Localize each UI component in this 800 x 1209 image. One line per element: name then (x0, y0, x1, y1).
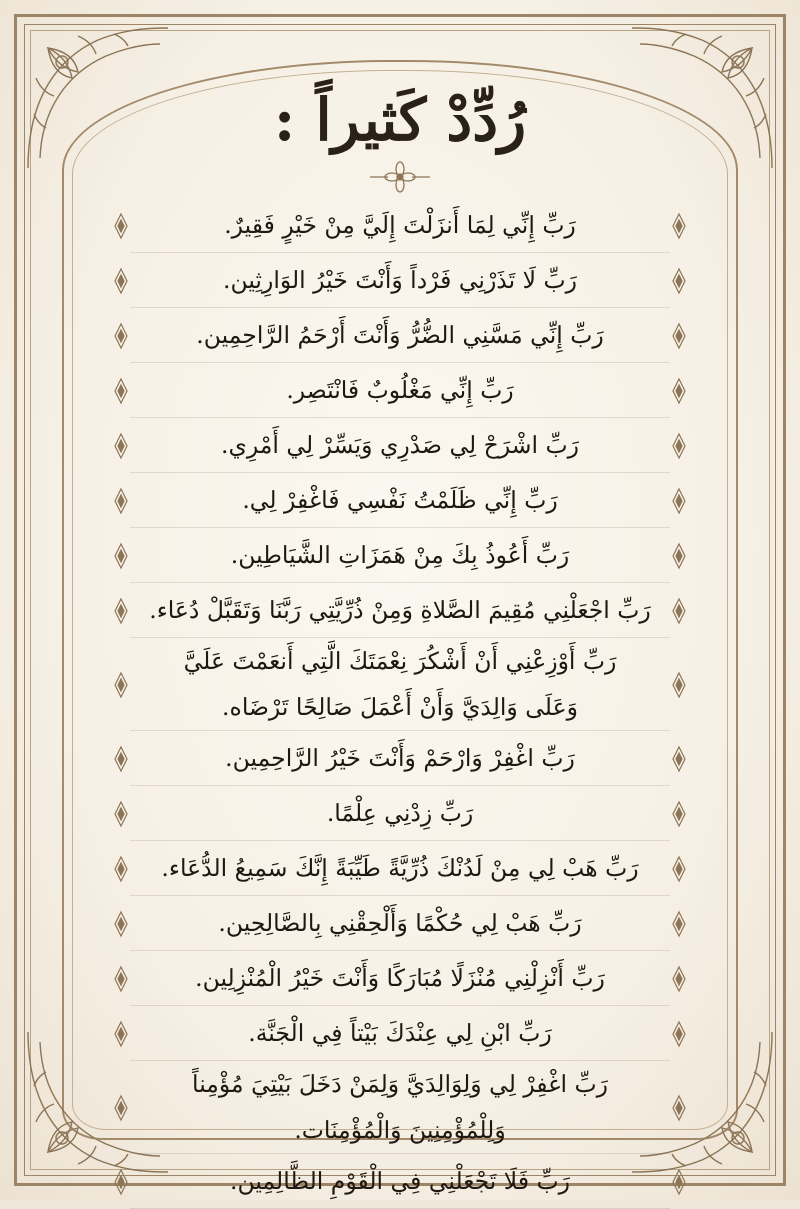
dua-list (112, 198, 688, 1209)
diamond-bullet-icon (670, 745, 688, 773)
diamond-bullet-icon (670, 377, 688, 405)
dua-text: رَبِّ إِنِّي مَسَّنِي الضُّرُّ وَأَنْتَ أَرْحَمُ الرَّاحِمِين. (130, 308, 670, 363)
diamond-bullet-icon (112, 800, 130, 828)
diamond-bullet-icon (112, 542, 130, 570)
dua-line (112, 1061, 688, 1154)
diamond-bullet-icon (670, 432, 688, 460)
dua-line (112, 896, 688, 951)
page-title: رُدِّدْ كَثيراً : (273, 86, 527, 154)
diamond-bullet-icon (670, 965, 688, 993)
diamond-bullet-icon (670, 212, 688, 240)
diamond-bullet-icon (112, 671, 130, 699)
diamond-bullet-icon (112, 267, 130, 295)
diamond-bullet-icon (670, 855, 688, 883)
diamond-bullet-icon (112, 322, 130, 350)
diamond-bullet-icon (112, 855, 130, 883)
dua-text-part: وَلِلْمُؤْمِنِينَ وَالْمُؤْمِنَات. (294, 1116, 506, 1144)
diamond-bullet-icon (112, 597, 130, 625)
dua-text: رَبِّ اغْفِرْ وَارْحَمْ وَأَنْتَ خَيْرُ الرَّاحِمِين. (130, 731, 670, 786)
dua-line (112, 951, 688, 1006)
dua-text: رَبِّ اجْعَلْنِي مُقِيمَ الصَّلاةِ وَمِنْ ذُرِّيَّتِي رَبَّنَا وَتَقَبَّلْ دُعَاء. (130, 583, 670, 638)
dua-line (112, 583, 688, 638)
dua-text-part: وَعَلَى وَالِدَيَّ وَأَنْ أَعْمَلَ صَالِحًا تَرْضَاه. (222, 693, 578, 721)
diamond-bullet-icon (670, 910, 688, 938)
dua-text (130, 1061, 670, 1154)
diamond-bullet-icon (670, 671, 688, 699)
dua-text: رَبِّ اشْرَحْ لِي صَدْرِي وَيَسِّرْ لِي أَمْرِي. (130, 418, 670, 473)
diamond-bullet-icon (112, 910, 130, 938)
diamond-bullet-icon (112, 432, 130, 460)
dua-line (112, 638, 688, 731)
diamond-bullet-icon (112, 1168, 130, 1196)
diamond-bullet-icon (670, 1094, 688, 1122)
dua-line (112, 1154, 688, 1209)
dua-text (130, 638, 670, 731)
dua-line (112, 1006, 688, 1061)
dua-text: رَبِّ إِنِّي لِمَا أَنزَلْتَ إِلَيَّ مِنْ خَيْرٍ فَقِيرٌ. (130, 198, 670, 253)
diamond-bullet-icon (112, 1020, 130, 1048)
diamond-bullet-icon (670, 487, 688, 515)
dua-line (112, 418, 688, 473)
diamond-bullet-icon (112, 1094, 130, 1122)
dua-text: رَبِّ أَعُوذُ بِكَ مِنْ هَمَزَاتِ الشَّيَاطِين. (130, 528, 670, 583)
diamond-bullet-icon (670, 542, 688, 570)
dua-line (112, 253, 688, 308)
diamond-bullet-icon (112, 745, 130, 773)
dua-text: رَبِّ هَبْ لِي حُكْمًا وَأَلْحِقْنِي بِالصَّالِحِين. (130, 896, 670, 951)
dua-text: رَبِّ زِدْنِي عِلْمًا. (130, 786, 670, 841)
diamond-bullet-icon (112, 212, 130, 240)
diamond-bullet-icon (670, 1020, 688, 1048)
diamond-bullet-icon (670, 322, 688, 350)
dua-text-part: رَبِّ اغْفِرْ لِي وَلِوَالِدَيَّ وَلِمَنْ دَخَلَ بَيْتِيَ مُؤْمِناً (192, 1070, 608, 1098)
dua-line (112, 363, 688, 418)
diamond-bullet-icon (112, 965, 130, 993)
dua-line (112, 528, 688, 583)
diamond-bullet-icon (112, 377, 130, 405)
dua-text: رَبِّ ابْنِ لِي عِنْدَكَ بَيْتاً فِي الْجَنَّة. (130, 1006, 670, 1061)
floral-rosette-ornament (370, 160, 430, 194)
diamond-bullet-icon (670, 597, 688, 625)
dua-text: رَبِّ إِنِّي ظَلَمْتُ نَفْسِي فَاغْفِرْ لِي. (130, 473, 670, 528)
dua-text: رَبِّ فَلَا تَجْعَلْنِي فِي الْقَوْمِ الظَّالِمِين. (130, 1154, 670, 1209)
diamond-bullet-icon (112, 487, 130, 515)
diamond-bullet-icon (670, 1168, 688, 1196)
dua-text: رَبِّ لَا تَذَرْنِي فَرْداً وَأَنْتَ خَيْرُ الوَارِثِين. (130, 253, 670, 308)
dua-line (112, 473, 688, 528)
dua-text-part: رَبِّ أَوْزِعْنِي أَنْ أَشْكُرَ نِعْمَتَكَ الَّتِي أَنعَمْتَ عَلَيَّ (183, 647, 617, 675)
diamond-bullet-icon (670, 267, 688, 295)
diamond-bullet-icon (670, 800, 688, 828)
dua-text: رَبِّ إِنِّي مَغْلُوبٌ فَانْتَصِر. (130, 363, 670, 418)
dua-text: رَبِّ أَنْزِلْنِي مُنْزَلًا مُبَارَكًا وَأَنْتَ خَيْرُ الْمُنْزِلِين. (130, 951, 670, 1006)
dua-line (112, 198, 688, 253)
dua-text: رَبِّ هَبْ لِي مِنْ لَدُنْكَ ذُرِّيَّةً طَيِّبَةً إِنَّكَ سَمِيعُ الدُّعَاء. (130, 841, 670, 896)
dua-line (112, 308, 688, 363)
dua-line (112, 731, 688, 786)
dua-line (112, 786, 688, 841)
dua-line (112, 841, 688, 896)
